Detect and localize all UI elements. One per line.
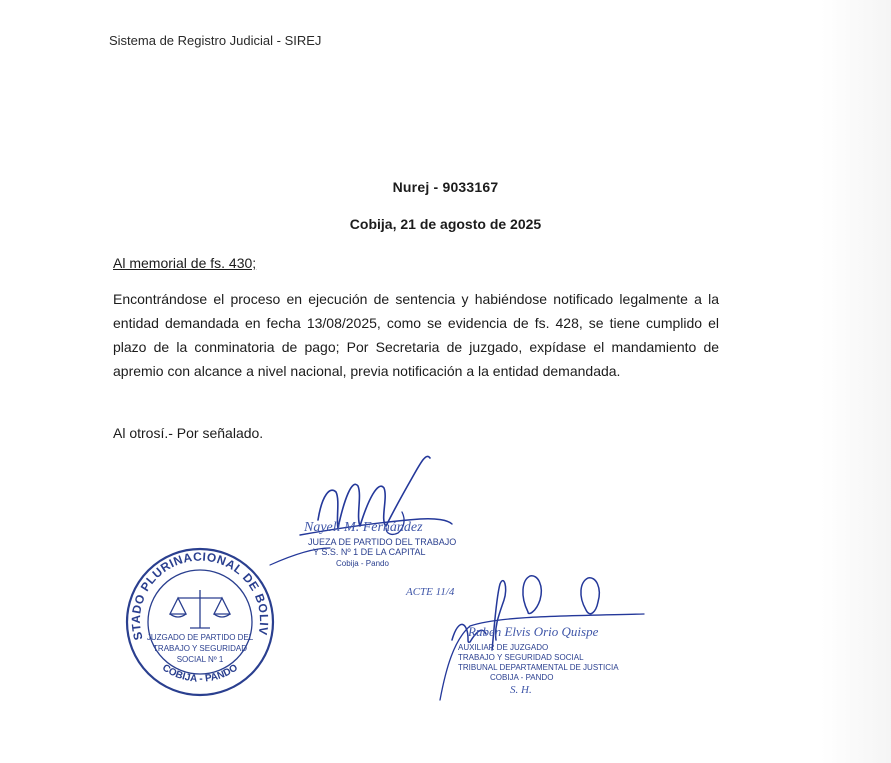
memorial-reference: Al memorial de fs. 430; — [113, 255, 257, 271]
seal-ring-text: ESTADO PLURINACIONAL DE BOLIVIA — [128, 549, 272, 642]
clerk-title-line2: TRABAJO Y SEGURIDAD SOCIAL — [458, 653, 584, 662]
nurej-number: Nurej - 9033167 — [392, 179, 499, 195]
clerk-name: Ruben Elvis Orio Quispe — [468, 624, 599, 639]
clerk-stamp — [458, 624, 619, 696]
clerk-title-line4: COBIJA - PANDO — [490, 673, 554, 682]
judge-name: Nayeli M. Fernández — [304, 520, 423, 535]
scales-of-justice-icon — [170, 590, 230, 628]
seal-inner-line1: JUZGADO DE PARTIDO DEL — [146, 633, 254, 642]
seal-inner-line2: TRABAJO Y SEGURIDAD — [153, 644, 247, 653]
body-line: cumplido el plazo de la conminatoria de pago; Por Secretaria de juzgado, expídase el — [113, 315, 719, 355]
clerk-title-line3: TRIBUNAL DEPARTAMENTAL DE JUSTICIA — [458, 663, 619, 672]
judge-title-line1: JUEZA DE PARTIDO DEL TRABAJO — [308, 537, 457, 547]
court-seal — [127, 549, 273, 695]
place-date: Cobija, 21 de agosto de 2025 — [349, 216, 542, 232]
body-line: Encontrándose el proceso en ejecución de sentencia y habiéndose notificado legalmente a — [113, 291, 702, 307]
body-line: mandamiento de apremio con alcance a nivel nacional, previa notificación a la entidad — [113, 339, 720, 379]
seal-inner-line3: SOCIAL Nº 1 — [176, 655, 224, 664]
clerk-title-line1: AUXILIAR DE JUZGADO — [458, 643, 549, 652]
body-line: la entidad demandada en fecha 13/08/2025, como se evidencia de fs. 428, se tiene — [113, 291, 720, 331]
judge-stamp — [303, 520, 456, 568]
otrosi-note: Al otrosí.- Por señalado. — [113, 425, 264, 441]
body-line: demandada. — [542, 363, 621, 379]
handwritten-note: ACTE 11/4 — [406, 586, 455, 598]
judge-title-line2: Y S.S. Nº 1 DE LA CAPITAL — [313, 547, 426, 557]
judge-title-line3: Cobija - Pando — [336, 559, 389, 568]
seal-bottom-text: COBIJA - PANDO — [160, 662, 240, 685]
system-header: Sistema de Registro Judicial - SIREJ — [109, 33, 322, 48]
clerk-initials: S. H. — [510, 684, 532, 696]
